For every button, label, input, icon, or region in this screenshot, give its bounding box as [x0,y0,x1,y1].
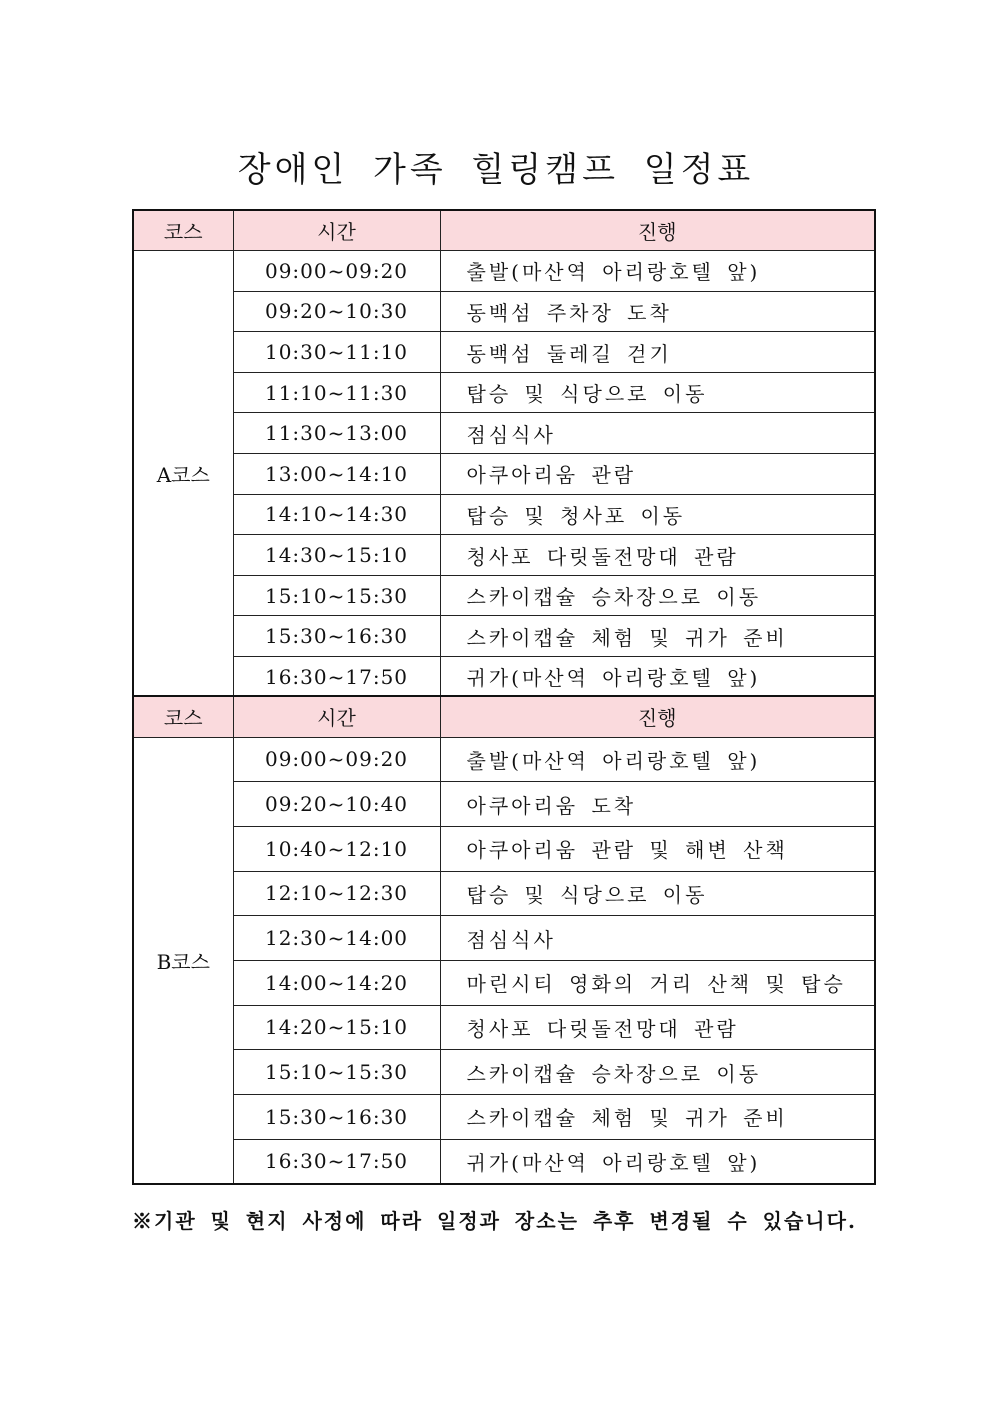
table-row [133,372,875,413]
time-cell: 09:20~10:30 [233,291,440,332]
time-cell: 12:10~12:30 [233,871,440,916]
activity-cell: 귀가(마산역 아리랑호텔 앞) [440,657,875,698]
schedule-table-course-b [132,695,876,1185]
time-cell: 14:20~15:10 [233,1005,440,1050]
table-row [133,871,875,916]
time-cell: 11:10~11:30 [233,372,440,413]
schedule-table-course-a [132,209,876,698]
activity-cell: 귀가(마산역 아리랑호텔 앞) [440,1139,875,1184]
table-header-row [133,696,875,737]
activity-cell: 출발(마산역 아리랑호텔 앞) [440,737,875,782]
time-cell: 09:00~09:20 [233,251,440,292]
activity-cell: 아쿠아리움 도착 [440,782,875,827]
table-row [133,960,875,1005]
activity-cell: 동백섬 둘레길 걷기 [440,332,875,373]
activity-cell: 탑승 및 식당으로 이동 [440,372,875,413]
time-cell: 12:30~14:00 [233,916,440,961]
time-cell: 14:10~14:30 [233,494,440,535]
time-cell: 15:30~16:30 [233,616,440,657]
table-row [133,251,875,292]
header-activity: 진행 [440,696,875,737]
time-cell: 15:10~15:30 [233,1050,440,1095]
table-row [133,291,875,332]
activity-cell: 스카이캡슐 승차장으로 이동 [440,575,875,616]
table-row [133,826,875,871]
time-cell: 09:20~10:40 [233,782,440,827]
activity-cell: 동백섬 주차장 도착 [440,291,875,332]
time-cell: 13:00~14:10 [233,454,440,495]
time-cell: 14:00~14:20 [233,960,440,1005]
table-header-row [133,210,875,251]
course-name-cell: B코스 [133,737,233,1184]
table-row [133,782,875,827]
notice-text: ※기관 및 현지 사정에 따라 일정과 장소는 추후 변경될 수 있습니다. [132,1209,857,1233]
activity-cell: 탑승 및 식당으로 이동 [440,871,875,916]
activity-cell: 스카이캡슐 체험 및 귀가 준비 [440,1095,875,1140]
time-cell: 10:40~12:10 [233,826,440,871]
course-name-cell: A코스 [133,251,233,698]
table-row [133,575,875,616]
activity-cell: 탑승 및 청사포 이동 [440,494,875,535]
activity-cell: 청사포 다릿돌전망대 관람 [440,1005,875,1050]
table-row [133,413,875,454]
header-activity: 진행 [440,210,875,251]
activity-cell: 출발(마산역 아리랑호텔 앞) [440,251,875,292]
table-row [133,454,875,495]
table-row [133,494,875,535]
table-row [133,916,875,961]
time-cell: 15:10~15:30 [233,575,440,616]
table-row [133,737,875,782]
time-cell: 15:30~16:30 [233,1095,440,1140]
time-cell: 16:30~17:50 [233,657,440,698]
activity-cell: 아쿠아리움 관람 및 해변 산책 [440,826,875,871]
activity-cell: 청사포 다릿돌전망대 관람 [440,535,875,576]
table-row [133,1095,875,1140]
header-time: 시간 [233,696,440,737]
activity-cell: 점심식사 [440,916,875,961]
table-row [133,332,875,373]
time-cell: 09:00~09:20 [233,737,440,782]
time-cell: 10:30~11:10 [233,332,440,373]
table-row [133,1139,875,1184]
activity-cell: 아쿠아리움 관람 [440,454,875,495]
header-course: 코스 [133,696,233,737]
table-row [133,657,875,698]
time-cell: 14:30~15:10 [233,535,440,576]
page-title: 장애인 가족 힐링캠프 일정표 [237,150,755,190]
header-course: 코스 [133,210,233,251]
activity-cell: 마린시티 영화의 거리 산책 및 탑승 [440,960,875,1005]
time-cell: 16:30~17:50 [233,1139,440,1184]
table-row [133,535,875,576]
activity-cell: 스카이캡슐 체험 및 귀가 준비 [440,616,875,657]
table-row [133,1005,875,1050]
header-time: 시간 [233,210,440,251]
table-row [133,1050,875,1095]
time-cell: 11:30~13:00 [233,413,440,454]
activity-cell: 스카이캡슐 승차장으로 이동 [440,1050,875,1095]
activity-cell: 점심식사 [440,413,875,454]
table-row [133,616,875,657]
